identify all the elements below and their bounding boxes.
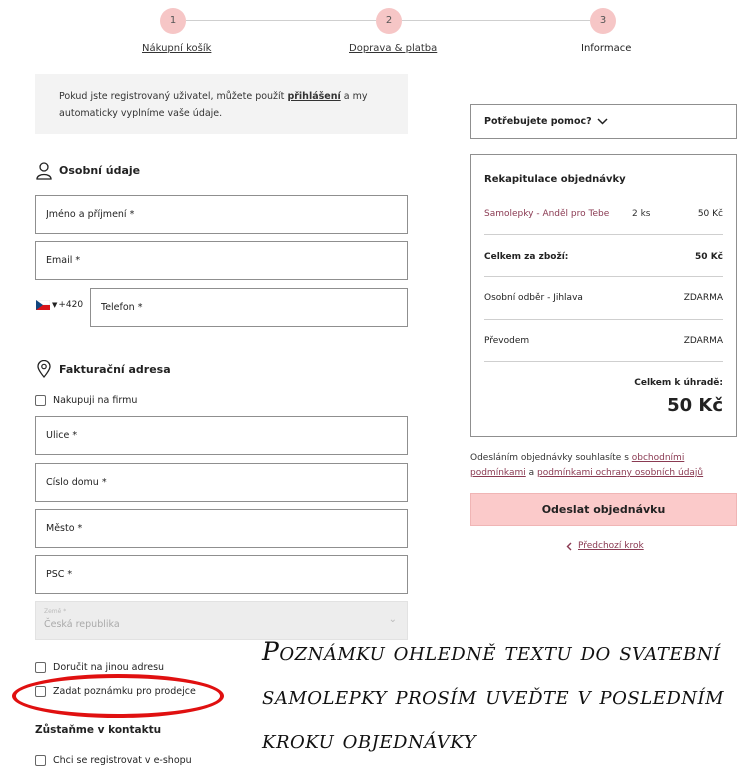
location-pin-icon (37, 360, 51, 378)
user-icon (36, 162, 52, 180)
stepper-line-2 (402, 20, 590, 21)
phone-prefix: +420 (58, 300, 84, 310)
street-input[interactable] (36, 417, 407, 454)
stay-in-touch-title: Zůstaňme v kontaktu (35, 724, 162, 736)
city-input[interactable] (36, 510, 407, 547)
help-label: Potřebujete pomoc? (484, 116, 592, 127)
terms-link-privacy[interactable]: podmínkami ochrany osobních údajů (537, 468, 704, 478)
summary-item-name[interactable]: Samolepky - Anděl pro Tebe (484, 209, 610, 219)
red-highlight-circle (12, 674, 224, 718)
seller-note-label: Zadat poznámku pro prodejce (53, 686, 196, 697)
house-number-input[interactable] (36, 464, 407, 501)
summary-divider (484, 276, 723, 277)
summary-divider (484, 234, 723, 235)
shipping-label: Osobní odběr - Jihlava (484, 293, 583, 303)
step-3-circle: 3 (590, 8, 616, 34)
step-1-circle[interactable]: 1 (160, 8, 186, 34)
payment-label: Převodem (484, 336, 530, 346)
summary-item-price: 50 Kč (697, 209, 723, 219)
other-address-label: Doručit na jinou adresu (53, 662, 165, 673)
company-checkbox-box[interactable] (35, 395, 46, 406)
house-number-field[interactable] (35, 463, 408, 502)
annotation-line-2: samolepky prosím uveďte v posledním (262, 681, 725, 710)
annotation-line-1: Poznámku ohledně textu do svatební (262, 637, 721, 666)
summary-goods-total-row (484, 252, 723, 262)
annotation-line-3: kroku objednávky (262, 725, 477, 754)
czech-flag-icon (36, 300, 50, 310)
goods-total-label: Celkem za zboží: (484, 252, 569, 262)
terms-text-1: Odesláním objednávky souhlasíte s (470, 453, 632, 463)
summary-shipping-row (484, 293, 723, 303)
summary-payment-row (484, 336, 723, 346)
register-checkbox-box[interactable] (35, 755, 46, 766)
chevron-down-icon: ▼ (52, 301, 58, 309)
billing-section-title: Fakturační adresa (59, 363, 171, 376)
login-info-text-after: a my automaticky vyplníme vaše údaje. (59, 91, 368, 119)
name-field[interactable] (35, 195, 408, 234)
zip-field[interactable] (35, 555, 408, 594)
chevron-down-icon: ⌄ (388, 614, 397, 625)
grand-total-value: 50 Kč (667, 395, 723, 416)
city-field[interactable] (35, 509, 408, 548)
stepper-line-1 (186, 20, 376, 21)
register-checkbox[interactable] (35, 755, 192, 766)
summary-item-row (484, 209, 723, 219)
payment-value: ZDARMA (683, 336, 723, 346)
country-code-selector[interactable] (36, 300, 83, 310)
other-address-checkbox-box[interactable] (35, 662, 46, 673)
country-select-value: Česká republika (44, 619, 120, 630)
personal-section-title: Osobní údaje (59, 164, 141, 177)
grand-total-label: Celkem k úhradě: (634, 378, 723, 388)
login-link[interactable]: přihlášení (287, 91, 341, 102)
help-dropdown[interactable] (470, 104, 737, 139)
chevron-down-icon (597, 118, 608, 125)
country-select-label: Země * (44, 608, 67, 615)
register-label: Chci se registrovat v e-shopu (53, 755, 192, 766)
email-input[interactable] (36, 242, 407, 279)
summary-title: Rekapitulace objednávky (484, 174, 626, 185)
order-summary (470, 154, 737, 437)
other-address-checkbox[interactable] (35, 662, 164, 673)
zip-input[interactable] (36, 556, 407, 593)
submit-order-button[interactable]: Odeslat objednávku (470, 493, 737, 526)
step-3-label: Informace (581, 43, 632, 54)
summary-item-qty: 2 ks (632, 209, 651, 219)
terms-link-conditions[interactable]: obchodními podmínkami (470, 453, 685, 478)
step-2-label[interactable]: Doprava & platba (349, 43, 438, 54)
summary-divider (484, 361, 723, 362)
terms-text (470, 451, 737, 481)
login-info-box (35, 74, 408, 134)
shipping-value: ZDARMA (683, 293, 723, 303)
chevron-left-icon (566, 542, 572, 551)
company-checkbox-label: Nakupuji na firmu (53, 395, 138, 406)
name-input[interactable] (36, 196, 407, 233)
annotation-note (262, 630, 732, 762)
previous-step-link[interactable] (566, 541, 644, 551)
previous-step-label: Předchozí krok (578, 541, 644, 551)
phone-field[interactable] (90, 288, 408, 327)
company-checkbox[interactable] (35, 395, 137, 406)
terms-text-2: a (525, 468, 537, 478)
street-field[interactable] (35, 416, 408, 455)
summary-divider (484, 319, 723, 320)
goods-total-value: 50 Kč (695, 252, 723, 262)
step-1-label[interactable]: Nákupní košík (142, 43, 212, 54)
email-field[interactable] (35, 241, 408, 280)
step-2-circle[interactable]: 2 (376, 8, 402, 34)
login-info-text-before: Pokud jste registrovaný uživatel, můžete použít (59, 91, 288, 102)
phone-input[interactable] (91, 289, 407, 326)
